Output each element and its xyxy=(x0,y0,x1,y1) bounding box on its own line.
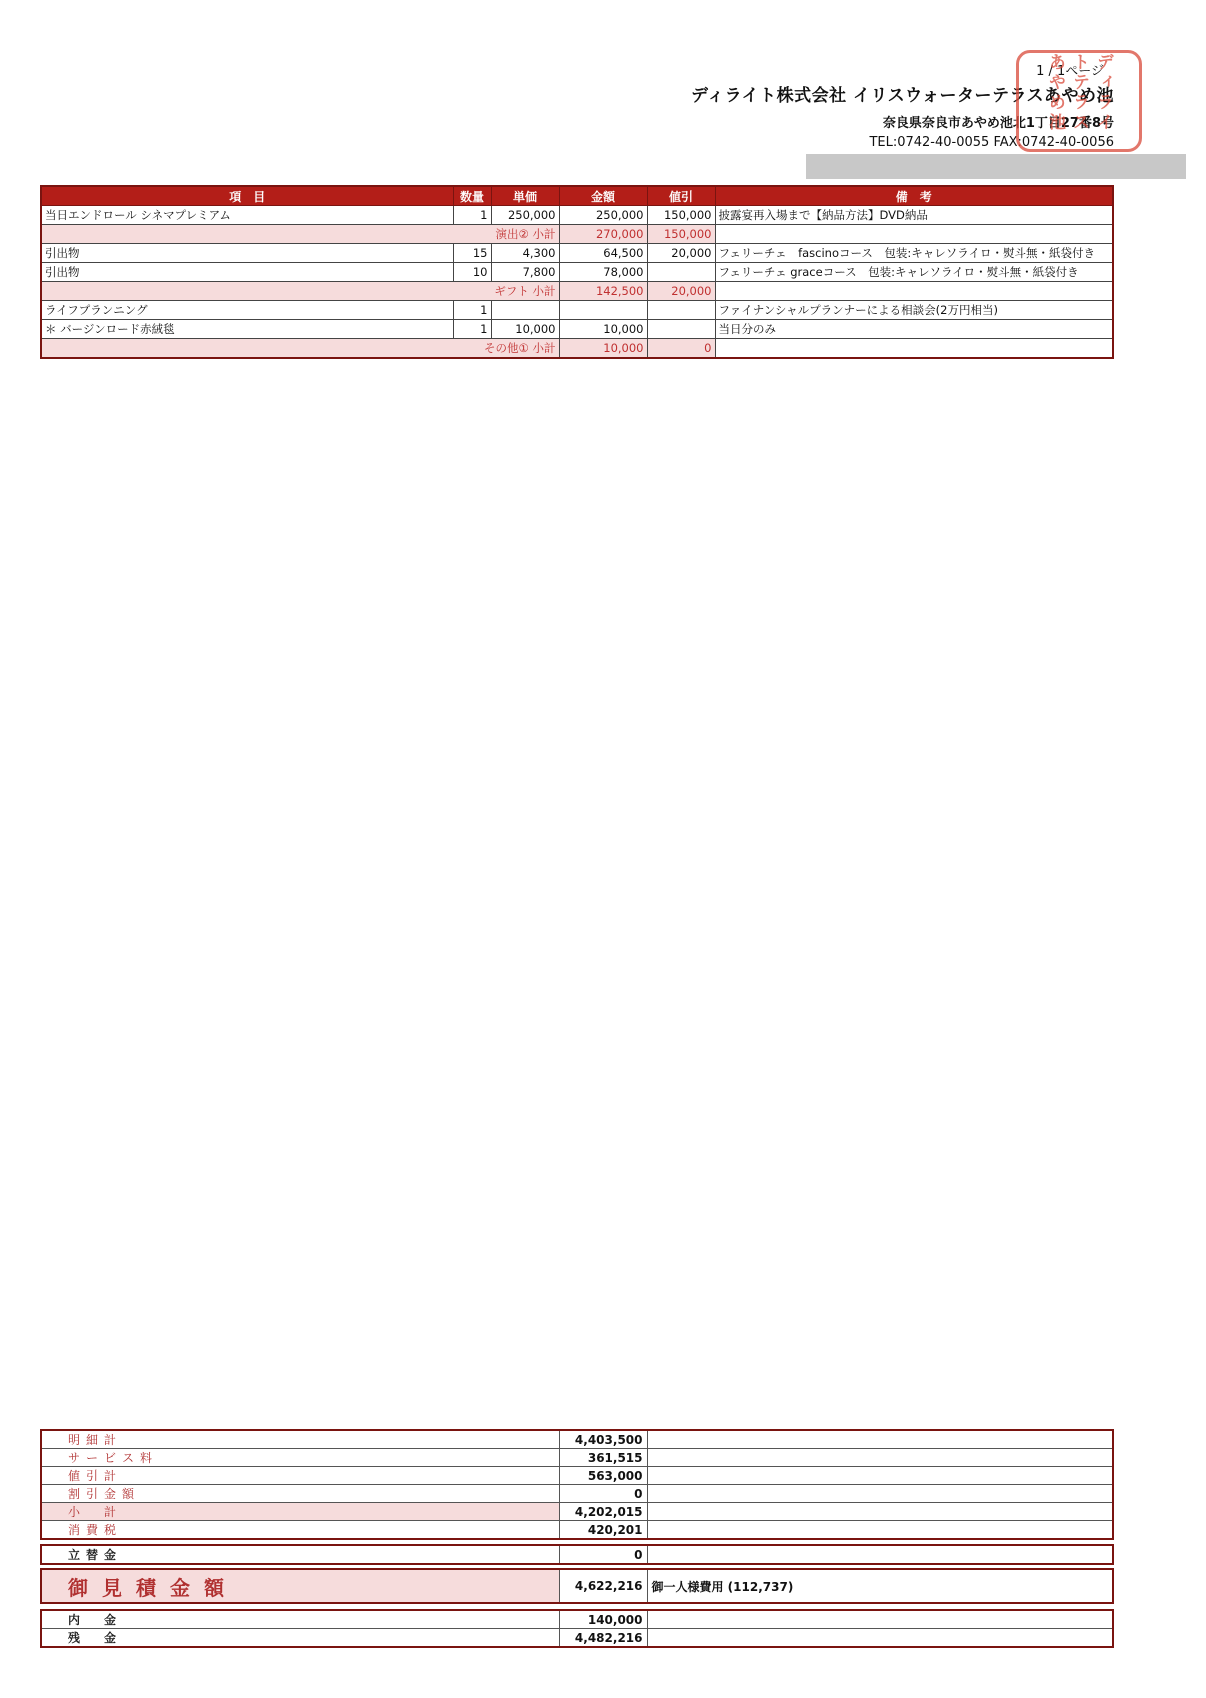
row-item: ライフプランニング xyxy=(41,301,453,320)
row-note: 披露宴再入場まで【納品方法】DVD納品 xyxy=(715,206,1113,225)
estimate-row xyxy=(41,1569,1113,1603)
row-unit: 250,000 xyxy=(491,206,559,225)
estimate-note: 御一人様費用 (112,737) xyxy=(647,1569,1113,1603)
col-amount: 金額 xyxy=(559,186,647,206)
table-row xyxy=(41,301,1113,320)
rebate-label: 割引金額 xyxy=(41,1485,559,1503)
tax-label: 消費税 xyxy=(41,1521,559,1540)
row-qty: 10 xyxy=(453,263,491,282)
row-note: フェリーチェ graceコース 包装:キャレソライロ・熨斗無・紙袋付き xyxy=(715,263,1113,282)
row-unit: 7,800 xyxy=(491,263,559,282)
table-row xyxy=(41,263,1113,282)
summary-row xyxy=(41,1521,1113,1540)
row-discount xyxy=(647,301,715,320)
tax-value: 420,201 xyxy=(559,1521,647,1540)
discount-total-label: 値引計 xyxy=(41,1467,559,1485)
subtotal-discount: 150,000 xyxy=(647,225,715,244)
row-unit xyxy=(491,301,559,320)
company-address: 奈良県奈良市あやめ池北1丁目27番8号 xyxy=(882,116,1114,131)
row-qty: 1 xyxy=(453,320,491,339)
deposit-label: 内 金 xyxy=(41,1610,559,1629)
deposit-value: 140,000 xyxy=(559,1610,647,1629)
table-row xyxy=(41,320,1113,339)
table-row xyxy=(41,206,1113,225)
row-discount: 150,000 xyxy=(647,206,715,225)
subtotal-label: 演出② 小計 xyxy=(41,225,559,244)
summary-row xyxy=(41,1503,1113,1521)
subtotal-amount: 10,000 xyxy=(559,339,647,359)
row-amount: 10,000 xyxy=(559,320,647,339)
advance-value: 0 xyxy=(559,1545,647,1564)
row-unit: 10,000 xyxy=(491,320,559,339)
summary-row xyxy=(41,1629,1113,1648)
discount-total-value: 563,000 xyxy=(559,1467,647,1485)
subtotal-row xyxy=(41,339,1113,359)
row-item: ＊ バージンロード赤絨毯 xyxy=(41,320,453,339)
page-number: 1 / 1ページ xyxy=(1036,64,1104,79)
row-qty: 15 xyxy=(453,244,491,263)
company-contact: TEL:0742-40-0055 FAX:0742-40-0056 xyxy=(869,135,1114,150)
col-qty: 数量 xyxy=(453,186,491,206)
row-amount xyxy=(559,301,647,320)
row-unit: 4,300 xyxy=(491,244,559,263)
summary-row xyxy=(41,1430,1113,1449)
subtotal-discount: 0 xyxy=(647,339,715,359)
row-discount: 20,000 xyxy=(647,244,715,263)
balance-label: 残 金 xyxy=(41,1629,559,1648)
summary-table xyxy=(40,1429,1114,1540)
subtotal-label: その他① 小計 xyxy=(41,339,559,359)
redaction-bar xyxy=(806,154,1186,179)
subtotal-row xyxy=(41,225,1113,244)
estimate-label: 御見積金額 xyxy=(41,1569,559,1603)
row-qty: 1 xyxy=(453,301,491,320)
row-note: ファイナンシャルプランナーによる相談会(2万円相当) xyxy=(715,301,1113,320)
col-note: 備 考 xyxy=(715,186,1113,206)
col-item: 項 目 xyxy=(41,186,453,206)
row-item: 引出物 xyxy=(41,244,453,263)
advance-label: 立替金 xyxy=(41,1545,559,1564)
row-qty: 1 xyxy=(453,206,491,225)
subtotal-amount: 270,000 xyxy=(559,225,647,244)
row-item: 引出物 xyxy=(41,263,453,282)
summary-row xyxy=(41,1467,1113,1485)
balance-value: 4,482,216 xyxy=(559,1629,647,1648)
row-amount: 250,000 xyxy=(559,206,647,225)
items-table xyxy=(40,185,1114,359)
subtotal-amount: 142,500 xyxy=(559,282,647,301)
detail-total-value: 4,403,500 xyxy=(559,1430,647,1449)
subtotal-discount: 20,000 xyxy=(647,282,715,301)
service-label: サービス料 xyxy=(41,1449,559,1467)
col-discount: 値引 xyxy=(647,186,715,206)
subtotal-value: 4,202,015 xyxy=(559,1503,647,1521)
payment-table xyxy=(40,1609,1114,1648)
rebate-value: 0 xyxy=(559,1485,647,1503)
col-unit: 単価 xyxy=(491,186,559,206)
estimate-table xyxy=(40,1568,1114,1604)
summary-row xyxy=(41,1545,1113,1564)
subtotal-label: 小 計 xyxy=(41,1503,559,1521)
row-amount: 78,000 xyxy=(559,263,647,282)
table-row xyxy=(41,244,1113,263)
table-header xyxy=(41,186,1113,206)
company-name: ディライト株式会社 イリスウォーターテラスあやめ池 xyxy=(690,86,1114,106)
estimate-value: 4,622,216 xyxy=(559,1569,647,1603)
summary-row xyxy=(41,1449,1113,1467)
row-note: 当日分のみ xyxy=(715,320,1113,339)
subtotal-label: ギフト 小計 xyxy=(41,282,559,301)
seal-text: ディライトテラスあやめ池 xyxy=(1045,53,1113,133)
row-item: 当日エンドロール シネマプレミアム xyxy=(41,206,453,225)
advance-table xyxy=(40,1544,1114,1565)
company-seal xyxy=(1016,50,1142,152)
row-discount xyxy=(647,263,715,282)
row-note: フェリーチェ fascinoコース 包装:キャレソライロ・熨斗無・紙袋付き xyxy=(715,244,1113,263)
subtotal-row xyxy=(41,282,1113,301)
detail-total-label: 明細計 xyxy=(41,1430,559,1449)
service-value: 361,515 xyxy=(559,1449,647,1467)
summary-row xyxy=(41,1485,1113,1503)
summary-row xyxy=(41,1610,1113,1629)
row-discount xyxy=(647,320,715,339)
row-amount: 64,500 xyxy=(559,244,647,263)
